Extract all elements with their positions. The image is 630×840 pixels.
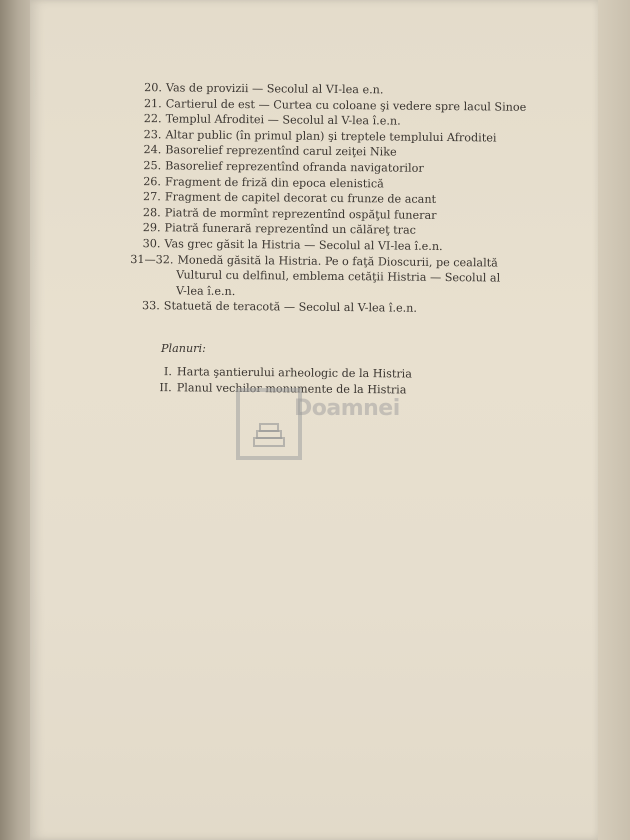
item-text: Fragment de friză din epoca elenistică — [164, 174, 384, 190]
plans-list — [150, 364, 550, 399]
item-number: 20. — [144, 81, 162, 95]
item-number: 30. — [142, 237, 161, 251]
item-text: Statuetă de teracotă — Secolul al V-lea î.e.n. — [163, 299, 418, 316]
list-item — [130, 298, 570, 318]
item-text: Templul Afroditei — Secolul al V-lea î.e.n. — [165, 112, 401, 128]
item-number: 29. — [142, 221, 161, 235]
item-number: I. — [163, 365, 172, 379]
watermark-logo — [236, 388, 302, 460]
item-number: 23. — [143, 127, 162, 142]
item-text: Basorelief reprezentînd ofranda navigatorilor — [165, 159, 424, 175]
item-text: Fragment de capitel decorat cu frunze de acant — [164, 190, 437, 207]
item-text: Altar public (în primul plan) şi treptele templului Afroditei — [165, 128, 497, 145]
item-text: Harta şantierului arheologic de la Histria — [176, 365, 413, 381]
item-text: Vulturul cu delfinul, emblema cetăţii Histria — Secolul al — [176, 268, 501, 285]
item-number: 28. — [142, 205, 161, 220]
item-text: Monedă găsită la Histria. Pe o faţă Dioscurii, pe cealaltă — [177, 252, 498, 270]
item-text: Cartierul de est — Curtea cu coloane şi vedere spre lacul Sinoe — [165, 96, 527, 114]
item-number: 25. — [143, 159, 162, 173]
item-number — [130, 283, 176, 299]
watermark-text: Doamnei — [294, 396, 400, 421]
books-icon — [252, 422, 286, 448]
item-text: Basorelief reprezentînd carul zeiţei Nike — [165, 143, 397, 159]
item-number: 27. — [143, 190, 161, 204]
item-number: 26. — [143, 174, 162, 188]
item-number: 21. — [143, 96, 162, 110]
item-text: V-lea î.e.n. — [175, 284, 236, 298]
item-text: Vas grec găsit la Histria — Secolul al VI-lea î.e.n. — [164, 237, 443, 253]
item-number: 24. — [143, 143, 162, 157]
book-edge-left — [0, 0, 30, 840]
item-number — [130, 267, 176, 283]
item-number: 31—32. — [130, 252, 174, 266]
plans-heading: Planuri: — [161, 342, 206, 355]
background-surface-right — [598, 0, 630, 840]
item-text: Piatră de mormînt reprezentînd ospăţul funerar — [164, 206, 437, 222]
item-number: 33. — [141, 299, 160, 313]
figure-list — [130, 80, 572, 318]
item-text: Planul vechilor monumente de la Histria — [176, 380, 407, 397]
item-text: Piatră funerară reprezentînd un călăreţ trac — [164, 221, 417, 238]
item-number: 22. — [143, 112, 162, 126]
item-number: II. — [159, 380, 172, 394]
item-text: Vas de provizii — Secolul al VI-lea e.n. — [165, 81, 384, 97]
